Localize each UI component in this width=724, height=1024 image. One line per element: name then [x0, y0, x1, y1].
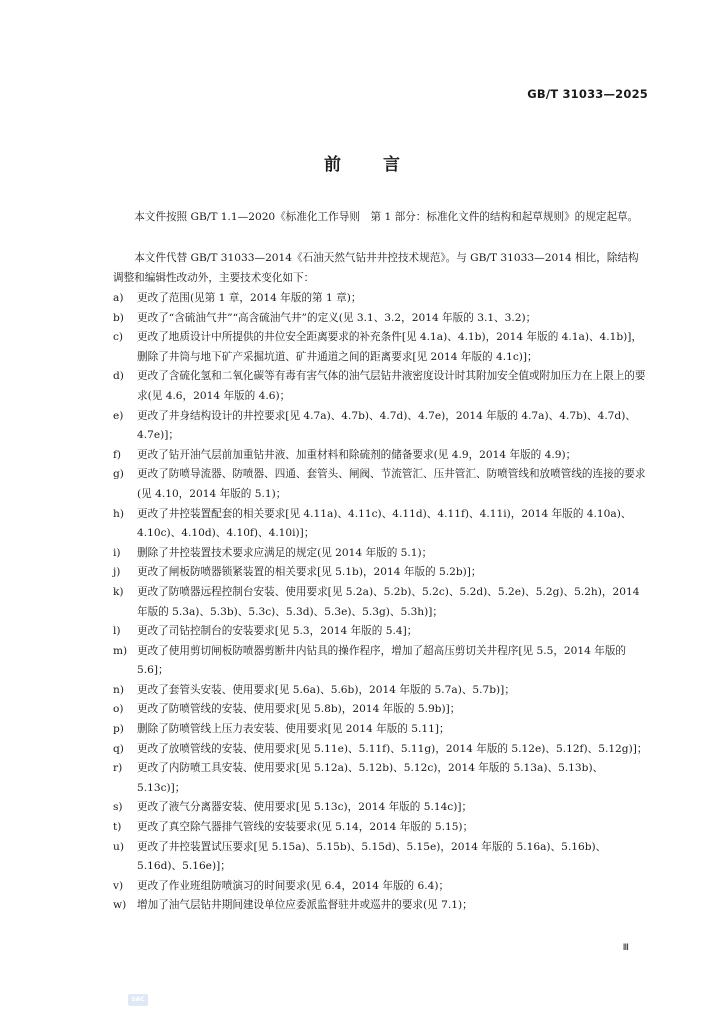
- intro-paragraph-1: [113, 207, 648, 227]
- list-item: [113, 544, 648, 564]
- list-item-text: 更改了套管头安装、使用要求[见 5.6a)、5.6b)，2014 年版的 5.7a)、5.7b)]；: [137, 683, 515, 696]
- list-item: [113, 583, 648, 622]
- list-item-marker: r): [113, 762, 123, 775]
- list-item: [113, 622, 648, 642]
- change-list: [113, 289, 648, 916]
- list-item-text: 更改了防喷导流器、防喷器、四通、套管头、闸阀、节流管汇、压井管汇、防喷管线和放喷管线的连接的要求(见 4.10，2014 年版的 5.1)；: [137, 468, 646, 500]
- list-item-text: 更改了内防喷工具安装、使用要求[见 5.12a)、5.12b)、5.12c)，2014 年版的 5.13a)、5.13b)、5.13c)]；: [137, 762, 604, 794]
- list-item-text: 更改了液气分离器安装、使用要求[见 5.13c)，2014 年版的 5.14c)]；: [137, 801, 473, 814]
- list-item: [113, 681, 648, 701]
- list-item-text: 更改了防喷管线的安装、使用要求[见 5.8b)，2014 年版的 5.9b)]；: [137, 703, 461, 716]
- list-item: [113, 505, 648, 544]
- list-item-marker: s): [113, 801, 123, 814]
- page-title: 前言: [324, 155, 442, 175]
- list-item-text: 更改了井身结构设计的井控要求[见 4.7a)、4.7b)、4.7d)、4.7e)，2014 年版的 4.7a)、4.7b)、4.7d)、4.7e)]；: [137, 409, 636, 442]
- list-item-text: 更改了地质设计中所提供的井位安全距离要求的补充条件[见 4.1a)、4.1b)，2014 年版的 4.1a)、4.1b)]，删除了井筒与地下矿产采掘坑道、矿井通道之间的距离要求[见 2014 年版的 4.1c)]；: [137, 331, 643, 363]
- list-item: [113, 367, 648, 406]
- list-item-marker: v): [113, 879, 124, 892]
- list-item-text: 更改了井控装置试压要求[见 5.15a)、5.15b)、5.15d)、5.15e)，2014 年版的 5.16a)、5.16b)、5.16d)、5.16e)]；: [137, 840, 607, 873]
- intro-text: 本文件按照 GB/T 1.1—2020《标准化工作导则 第 1 部分：标准化文件的结构和起草规则》的规定起草。: [134, 211, 639, 223]
- list-item-text: 更改了含硫化氢和二氧化碳等有毒有害气体的油气层钻井液密度设计时其附加安全值或附加压力在上限上的要求(见 4.6，2014 年版的 4.6)；: [137, 370, 646, 402]
- list-item: [113, 759, 648, 798]
- list-item: [113, 720, 648, 740]
- list-item-marker: d): [113, 370, 124, 383]
- list-item: [113, 740, 648, 760]
- list-item-text: 更改了司钻控制台的安装要求[见 5.3，2014 年版的 5.4]；: [137, 625, 418, 638]
- list-item-marker: j): [113, 566, 121, 579]
- list-item-marker: o): [113, 703, 124, 716]
- list-item-text: 删除了井控装置技术要求应满足的规定(见 2014 年版的 5.1)；: [137, 546, 433, 559]
- list-item-marker: t): [113, 821, 122, 834]
- intro-text: 本文件代替 GB/T 31033—2014《石油天然气钻井井控技术规范》。与 GB/T 31033—2014 相比，除结构调整和编辑性改动外，主要技术变化如下：: [113, 252, 639, 284]
- list-item-text: 删除了防喷管线上压力表安装、使用要求[见 2014 年版的 5.11]；: [137, 723, 450, 736]
- list-item: [113, 642, 648, 681]
- list-item-text: 更改了真空除气器排气管线的安装要求(见 5.14，2014 年版的 5.15)；: [137, 821, 474, 834]
- list-item-text: 更改了使用剪切闸板防喷器剪断井内钻具的操作程序，增加了超高压剪切关井程序[见 5.5，2014 年版的 5.6]；: [137, 644, 627, 677]
- list-item: [113, 309, 648, 329]
- list-item: [113, 446, 648, 466]
- list-item-text: 更改了钻开油气层前加重钻井液、加重材料和除硫剂的储备要求(见 4.9，2014 年版的 4.9)；: [137, 448, 577, 461]
- list-item-marker: f): [113, 448, 122, 461]
- list-item: [113, 838, 648, 877]
- list-item: [113, 896, 648, 916]
- list-item-marker: m): [113, 644, 128, 657]
- list-item-marker: a): [113, 292, 124, 304]
- list-item-marker: h): [113, 507, 124, 520]
- list-item: [113, 289, 648, 309]
- list-item: [113, 465, 648, 504]
- list-item-text: 更改了范围(见第 1 章，2014 年版的第 1 章)；: [137, 292, 362, 304]
- list-item: [113, 818, 648, 838]
- list-item: [113, 563, 648, 583]
- page-number: Ⅲ: [622, 943, 629, 953]
- list-item-marker: i): [113, 546, 121, 559]
- list-item: [113, 798, 648, 818]
- list-item: [113, 700, 648, 720]
- list-item-text: 更改了“含硫油气井”“高含硫油气井”的定义(见 3.1、3.2，2014 年版的 3.1、3.2)；: [137, 311, 537, 324]
- list-item-text: 更改了闸板防喷器锁紧装置的相关要求[见 5.1b)，2014 年版的 5.2b)]；: [137, 566, 482, 579]
- list-item-text: 更改了防喷器远程控制台安装、使用要求[见 5.2a)、5.2b)、5.2c)、5.2d)、5.2e)、5.2g)、5.2h)，2014 年版的 5.3a)、5.3b)、5.3c)、5.3d)、5.3e)、5.3g)、5.3h)]；: [137, 585, 640, 618]
- list-item-text: 更改了放喷管线的安装、使用要求[见 5.11e)、5.11f)、5.11g)，2014 年版的 5.12e)、5.12f)、5.12g)]；: [137, 742, 648, 755]
- list-item-text: 更改了井控装置配套的相关要求[见 4.11a)、4.11c)、4.11d)、4.11f)、4.11i)，2014 年版的 4.10a)、4.10c)、4.10d)、4.10f)、4.10i)]；: [137, 507, 632, 540]
- list-item-marker: q): [113, 742, 124, 755]
- list-item-marker: w): [113, 899, 127, 912]
- list-item-marker: n): [113, 683, 124, 696]
- list-item-marker: p): [113, 723, 124, 736]
- list-item-marker: u): [113, 840, 124, 853]
- list-item-marker: k): [113, 585, 124, 598]
- list-item-marker: b): [113, 311, 124, 324]
- list-item-text: 增加了油气层钻井期间建设单位应委派监督驻井或巡井的要求(见 7.1)；: [137, 899, 473, 912]
- list-item-marker: l): [113, 625, 121, 638]
- list-item-text: 更改了作业班组防喷演习的时间要求(见 6.4，2014 年版的 6.4)；: [137, 879, 450, 892]
- watermark-logo: SAC: [128, 994, 148, 1006]
- list-item: [113, 328, 648, 367]
- list-item: [113, 877, 648, 897]
- standard-code: GB/T 31033—2025: [527, 87, 648, 101]
- list-item-marker: c): [113, 331, 124, 344]
- list-item-marker: g): [113, 468, 124, 481]
- list-item: [113, 407, 648, 446]
- list-item-marker: e): [113, 409, 124, 422]
- intro-paragraph-2: [113, 248, 648, 288]
